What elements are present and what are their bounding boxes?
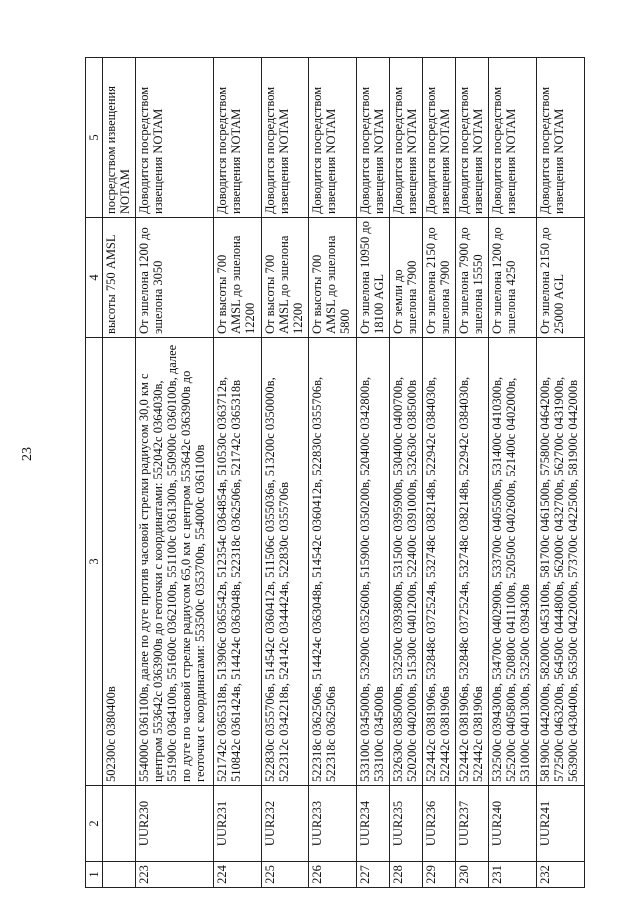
header-col-4: 4 [86,218,103,338]
coordinates-cell: 533100с 0345000в, 532900с 0352600в, 515900с 0350200в, 520400с 0342800в, 533100с 0345000в [357,338,390,786]
table-row [456,58,489,888]
coordinates-cell: 554000с 0361100в, далее по дуге против часовой стрелки радиусом 30,0 км с центром 553642с 0363900в до геоточки с координатами: 552042с 0364030в, 551900с 0364100в, 551600с 0362100в, 551100с 0361300в, 550900с 0360100в, далее по дуге по часовой стрелке радиусом 65,0 км с центром 553642с 0363900в до геоточки с координатами: 553500с 0353700в, 554000с 0361100в [135,338,213,786]
altitude-cell: От земли до эшелона 7900 [390,218,423,338]
continuation-row [103,58,136,888]
notice-cell: Доводится посредством извещения NOTAM [261,58,309,218]
notice-cell: посредством извещения NOTAM [103,58,136,218]
rotated-page-content [85,58,585,888]
notice-cell: Доводится посредством извещения NOTAM [390,58,423,218]
table-row [390,58,423,888]
header-col-3: 3 [86,338,103,786]
coordinates-cell: 502300с 0380400в [103,338,136,786]
coordinates-cell: 522830с 0355706в, 514542с 0360412в, 511506с 0355036в, 513200с 0350000в, 522312с 0342218в, 524142с 0344424в, 522830с 0355706в [261,338,309,786]
coordinates-cell: 532500с 0394300в, 534700с 0402900в, 533700с 0405500в, 531400с 0410300в, 525200с 0405800в, 520800с 0411100в, 520500с 0402600в, 521400с 0402000в, 531000с 0401300в, 532500с 0394300в [489,338,537,786]
notice-cell: Доводится посредством извещения NOTAM [357,58,390,218]
altitude-cell: От эшелона 10950 до 18100 AGL [357,218,390,338]
coordinates-cell: 532630с 0385000в, 532500с 0393800в, 531500с 0395900в, 530400с 0400700в, 520200с 0402000в, 515300с 0401200в, 522400с 0391000в, 532630с 0385000в [390,338,423,786]
table-row [537,58,585,888]
altitude-cell: От эшелона 7900 до эшелона 15550 [456,218,489,338]
zone-id: UUR231 [213,786,261,862]
row-number: 226 [309,862,357,888]
zone-id: UUR240 [489,786,537,862]
coordinates-cell: 522442с 0381906в, 532848с 0372524в, 532748с 0382148в, 522942с 0384030в, 522442с 0381906в [423,338,456,786]
table-row [261,58,309,888]
altitude-cell: От высоты 700 AMSL до эшелона 5800 [309,218,357,338]
zone-id [103,786,136,862]
altitude-cell: От эшелона 2150 до 25000 AGL [537,218,585,338]
page-number-text: 23 [20,447,35,461]
altitude-cell: От высоты 700 AMSL до эшелона 12200 [261,218,309,338]
zone-id: UUR234 [357,786,390,862]
table-row [213,58,261,888]
row-number: 232 [537,862,585,888]
zone-id: UUR230 [135,786,213,862]
zone-id: UUR236 [423,786,456,862]
row-number: 230 [456,862,489,888]
header-col-1: 1 [86,862,103,888]
notice-cell: Доводится посредством извещения NOTAM [456,58,489,218]
altitude-cell: От эшелона 1200 до эшелона 3050 [135,218,213,338]
notice-cell: Доводится посредством извещения NOTAM [135,58,213,218]
table-row [357,58,390,888]
notice-cell: Доводится посредством извещения NOTAM [423,58,456,218]
altitude-cell: От эшелона 2150 до эшелона 7900 [423,218,456,338]
zone-id: UUR232 [261,786,309,862]
table-row [309,58,357,888]
notice-cell: Доводится посредством извещения NOTAM [537,58,585,218]
table-row [135,58,213,888]
row-number [103,862,136,888]
coordinates-cell: 521742с 0365318в, 513906с 0365542в, 512354с 0364854в, 510530с 0363712в, 510842с 0361424в, 514424с 0363048в, 522318с 0362506в, 521742с 0365318в [213,338,261,786]
notice-cell: Доводится посредством извещения NOTAM [489,58,537,218]
zone-id: UUR237 [456,786,489,862]
row-number: 227 [357,862,390,888]
table-row [489,58,537,888]
page-number [18,442,38,466]
row-number: 229 [423,862,456,888]
header-col-5: 5 [86,58,103,218]
row-number: 223 [135,862,213,888]
row-number: 228 [390,862,423,888]
airspace-table [85,57,585,888]
row-number: 231 [489,862,537,888]
zone-id: UUR235 [390,786,423,862]
notice-cell: Доводится посредством извещения NOTAM [213,58,261,218]
row-number: 225 [261,862,309,888]
altitude-cell: От высоты 700 AMSL до эшелона 12200 [213,218,261,338]
header-row [86,58,103,888]
notice-cell: Доводится посредством извещения NOTAM [309,58,357,218]
row-number: 224 [213,862,261,888]
header-col-2: 2 [86,786,103,862]
coordinates-cell: 581900с 0442000в, 582000с 0453100в, 581700с 0461500в, 575800с 0464200в, 572500с 0463200в, 564500с 0444800в, 562000с 0432700в, 562700с 0431900в, 563900с 0430400в, 563500с 0422000в, 573700с 0422500в, 581900с 0442000в [537,338,585,786]
altitude-cell: От эшелона 1200 до эшелона 4250 [489,218,537,338]
table-row [423,58,456,888]
altitude-cell: высоты 750 AMSL [103,218,136,338]
coordinates-cell: 522318с 0362506в, 514424с 0363048в, 514542с 0360412в, 522830с 0355706в, 522318с 0362506в [309,338,357,786]
zone-id: UUR233 [309,786,357,862]
coordinates-cell: 522442с 0381906в, 532848с 0372524в, 532748с 0382148в, 522942с 0384030в, 522442с 0381906в [456,338,489,786]
zone-id: UUR241 [537,786,585,862]
